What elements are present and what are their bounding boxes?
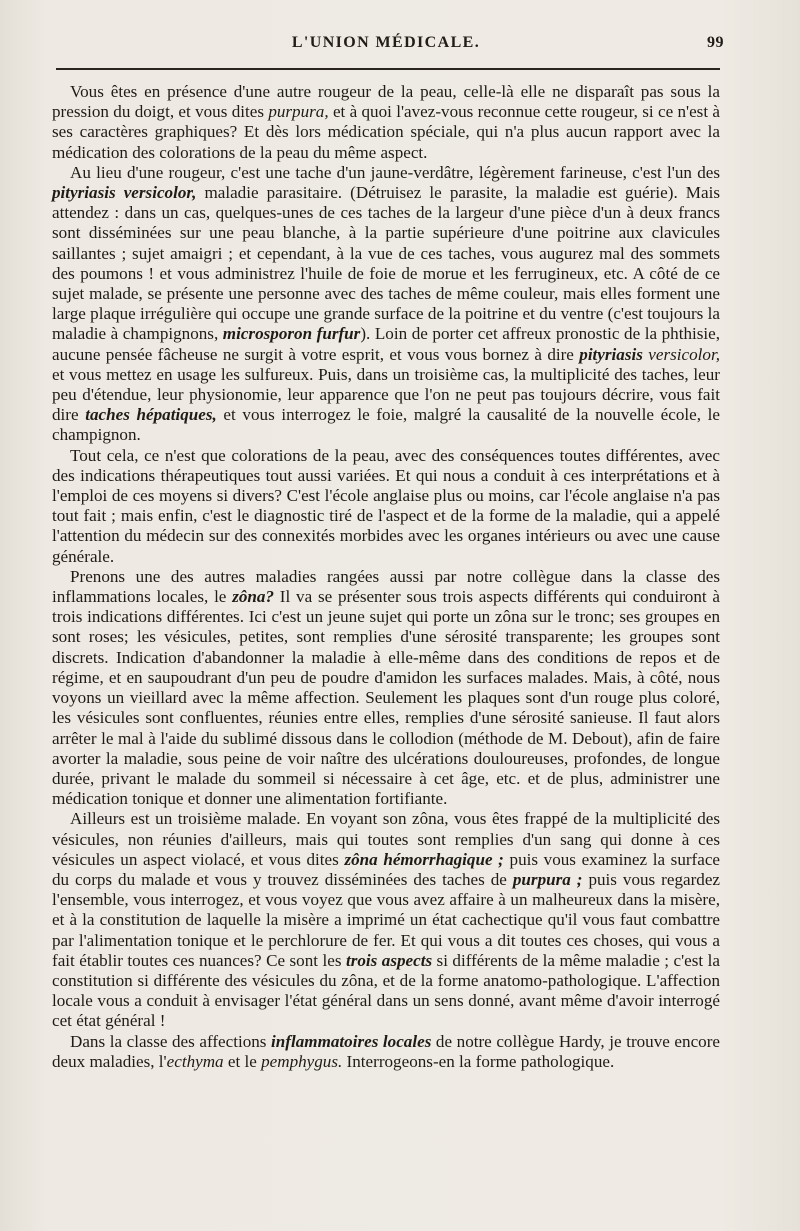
text-run: et le <box>223 1051 262 1071</box>
text-run: Vous êtes en présence d'une autre rougeur de la peau, celle-là elle ne disparaît pas sous la pression du doigt, et vous dites <box>52 82 720 122</box>
text-run: de notre collègue Hardy, je trouve encore deux maladies, l' <box>52 1031 720 1071</box>
italic-term: ecthyma <box>166 1051 224 1071</box>
body-text <box>52 82 720 1072</box>
italic-term: zôna hémorrhagique ; <box>344 849 504 869</box>
italic-term: versicolor, <box>648 344 720 364</box>
paragraph <box>52 446 720 567</box>
text-run: puis vous examinez la surface du corps du malade et vous y trouvez disséminées des taches de <box>52 849 721 889</box>
text-run: Au lieu d'une rougeur, c'est une tache d'un jaune-verdâtre, légèrement farineuse, c'est l'un des <box>70 162 720 182</box>
page-header <box>52 34 724 60</box>
text-run: et à quoi l'avez-vous reconnue cette rougeur, si ce n'est à ses caractères graphiques? Et dès lors médication spéciale, qui n'a plus aucun rapport avec la médication des colorations de la peau du même aspect. <box>52 102 720 162</box>
text-run: Interrogeons-en la forme pathologique. <box>342 1051 615 1071</box>
italic-term: microsporon furfur <box>222 324 361 344</box>
italic-term: pemphygus. <box>261 1051 343 1071</box>
text-run: Tout cela, ce n'est que colorations de la peau, avec des conséquences toutes différentes, avec des indications thérapeutiques tout aussi variées. Et qui nous a conduit à ces interprétations et à l'emploi de ces moyens si divers? C'est l'école anglaise plus ou moins, car l'école anglaise n'a pas tout fait ; mais enfin, c'est le diagnostic tiré de l'aspect et de la forme de la maladie, qui a appelé l'attention du médecin sur des connexités morbides avec les organes intérieurs ou avec une cause générale. <box>52 445 720 566</box>
text-run: Prenons une des autres maladies rangées aussi par notre collègue dans la classe des inflammations locales, le <box>52 566 720 607</box>
paragraph <box>52 163 720 446</box>
italic-term: purpura, <box>268 102 329 122</box>
italic-term: pityriasis versicolor, <box>52 183 197 203</box>
paragraph <box>52 809 720 1031</box>
italic-term: zôna? <box>232 587 275 607</box>
italic-term: purpura ; <box>512 869 583 889</box>
text-run: si différents de la même maladie ; c'est la constitution si différente des vésicules du zôna, et de la forme anatomo-pathologique. L'affection locale vous a conduit à envisager l'état général dans un sens donné, avant même d'avoir interrogé cet état général ! <box>52 950 720 1031</box>
text-run: Ailleurs est un troisième malade. En voyant son zôna, vous êtes frappé de la multiplicité des vésicules, non réunies d'ailleurs, mais qui toutes sont remplies d'un sang qui donne à ces vésicules un aspect violacé, et vous dites <box>52 809 720 869</box>
text-run: ). Loin de porter cet affreux pronostic de la phthisie, aucune pensée fâcheuse ne surgit à votre esprit, et vous vous bornez à dire <box>52 324 721 364</box>
text-run: Dans la classe des affections <box>70 1031 272 1051</box>
italic-term: taches hépatiques, <box>85 405 217 425</box>
paragraph <box>52 82 720 163</box>
text-run: et vous mettez en usage les sulfureux. Puis, dans un troisième cas, la multiplicité des taches, leur peu d'étendue, leur physionomie, leur apparence que l'on ne peut pas toujours décrire, vous fait dire <box>52 364 720 425</box>
text-run: et vous interrogez le foie, malgré la causalité de la nouvelle école, le champignon. <box>52 405 720 445</box>
running-head: L'UNION MÉDICALE. <box>291 34 481 51</box>
paragraph <box>52 1032 720 1072</box>
text-run: puis vous regardez l'ensemble, vous interrogez, et vous voyez que vous avez affaire à un malheureux dans la misère, et à la constitution de laquelle la misère a imprimé un état cachectique qu'il vous faut combattre par l'alimentation tonique et le perchlorure de fer. Et qui vous a dit toutes ces choses, qui vous a fait établir toutes ces nuances? Ce sont les <box>52 869 721 970</box>
text-run: Il va se présenter sous trois aspects différents qui conduiront à trois indications différentes. Ici c'est un jeune sujet qui porte un zôna sur le tronc; ses groupes en sont roses; les vésicules, petites, sont remplies d'une sérosité transparente; les groupes sont discrets. Indication d'abandonner la maladie à elle-même dans des conditions de repos et de régime, et en saupoudrant d'un peu de poudre d'amidon les surfaces malades. Mais, à côté, nous voyons un vieillard avec la même affection. Seulement les plaques sont d'un rouge plus coloré, les vésicules sont confluentes, réunies entre elles, remplies d'une sérosité sanieuse. Il faut alors arrêter le mal à l'aide du sublimé dissous dans le collodion (méthode de M. Debout), afin de faire avorter la maladie, sous peine de voir naître des ulcérations douloureuses, profondes, de longue durée, privant le malade du sommeil si nécessaire à cet âge, etc. et de plus, administrer une médication tonique et donner une alimentation fortifiante. <box>52 587 721 809</box>
italic-term: pityriasis <box>579 344 643 364</box>
page-number: 99 <box>707 34 724 51</box>
text-run: maladie parasitaire. (Détruisez le parasite, la maladie est guérie). Mais attendez : dans un cas, quelques-unes de ces taches de la largeur d'une pièce d'un à deux francs sont disséminées sur une peau blanche, à la partie supérieure d'une poitrine aux clavicules saillantes ; sujet amaigri ; et cependant, à la vue de ces taches, vous augurez mal des sommets des poumons ! et vous administrez l'huile de foie de morue et les ferrugineux, etc. A côté de ce sujet malade, se présente une personne avec des taches de même couleur, mais elles forment une large plaque irrégulière qui occupe une grande surface de la poitrine et du ventre (c'est toujours la maladie à champignons, <box>52 183 720 344</box>
italic-term: trois aspects <box>345 950 433 970</box>
italic-term: inflammatoires locales <box>271 1031 432 1051</box>
paragraph <box>52 567 720 809</box>
header-rule <box>56 68 720 70</box>
